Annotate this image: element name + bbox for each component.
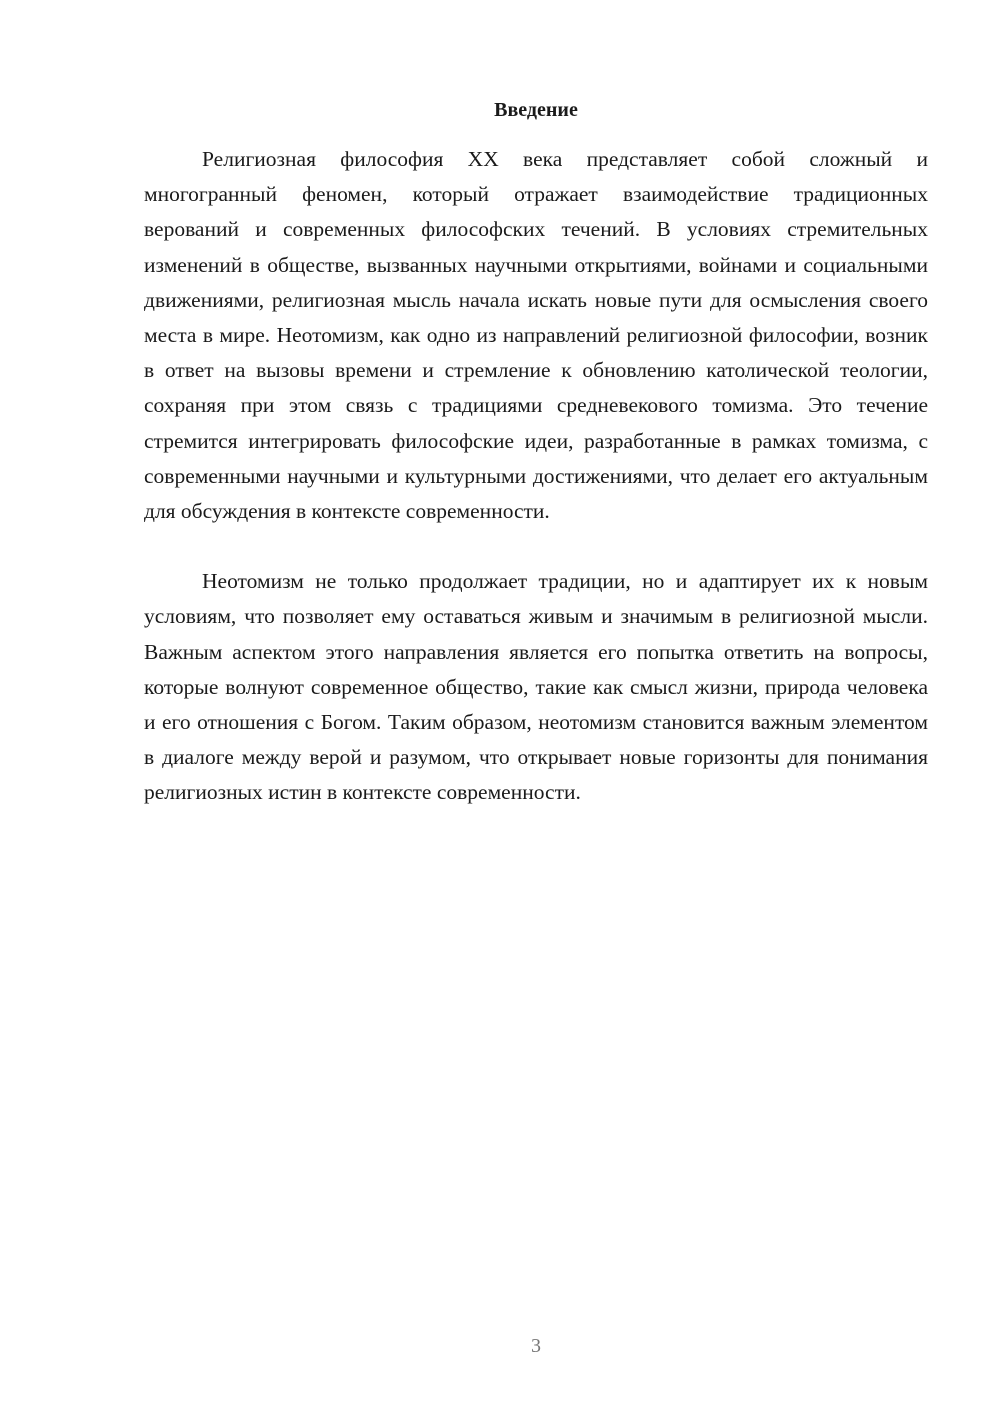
paragraph-2: Неотомизм не только продолжает традиции, но и адаптирует их к новым условиям, что позволяет ему оставаться живым и значимым в религиозной мысли. Важным аспектом этого направления является его попытка ответить на вопросы, которые волнуют современное общество, такие как смысл жизни, природа человека и его отношения с Богом. Таким образом, неотомизм становится важным элементом в диалоге между верой и разумом, что открывает новые горизонты для понимания религиозных истин в контексте современности. (144, 569, 928, 805)
page-number: 3 (531, 1335, 541, 1357)
section-heading: Введение (494, 99, 578, 121)
paragraph-1: Религиозная философия XX века представляет собой сложный и многогранный феномен, который отражает взаимодействие традиционных верований и современных философских течений. В условиях стремительных изменений в обществе, вызванных научными открытиями, войнами и социальными движениями, религиозная мысль начала искать новые пути для осмысления своего места в мире. Неотомизм, как одно из направлений религиозной философии, возник в ответ на вызовы времени и стремление к обновлению католической теологии, сохраняя при этом связь с традициями средневекового томизма. Это течение стремится интегрировать философские идеи, разработанные в рамках томизма, с современными научными и культурными достижениями, что делает его актуальным для обсуждения в контексте современности. (144, 147, 928, 524)
document-body (144, 142, 928, 811)
